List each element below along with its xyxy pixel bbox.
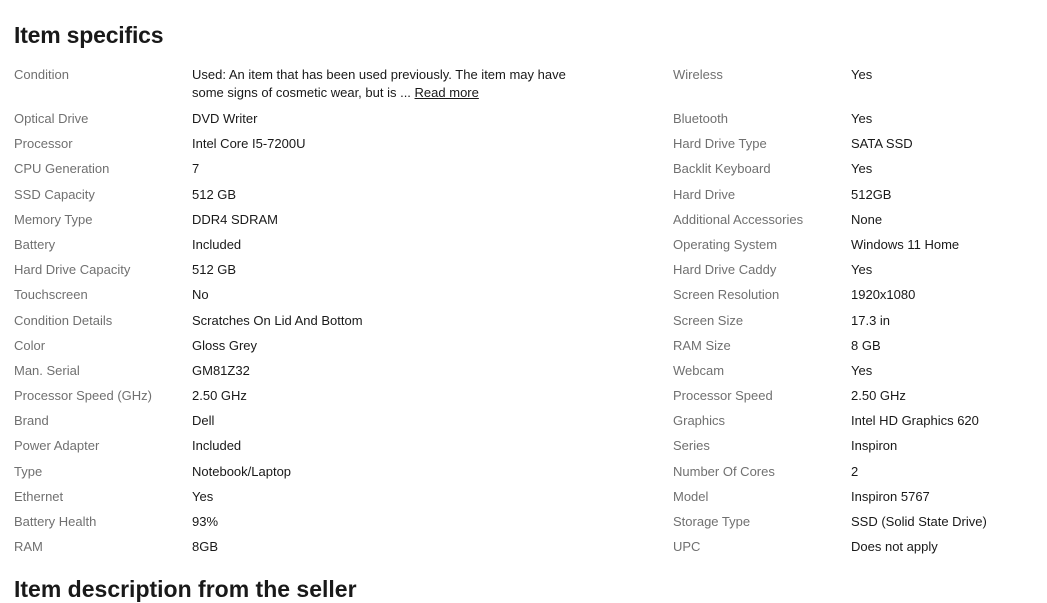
spec-value: 93% <box>192 514 219 529</box>
spec-value: 512GB <box>851 186 892 202</box>
spec-row <box>14 488 1034 513</box>
spec-value: Inspiron 5767 <box>851 488 930 504</box>
spec-row <box>14 186 1034 211</box>
spec-label: Processor <box>14 136 73 152</box>
spec-value: Inspiron <box>851 438 898 454</box>
spec-value: 17.3 in <box>851 312 891 328</box>
spec-row <box>14 312 1034 337</box>
spec-value: Yes <box>851 67 873 82</box>
spec-label: RAM Size <box>673 337 731 353</box>
spec-value: Does not apply <box>851 539 938 555</box>
spec-label: Graphics <box>673 413 726 429</box>
spec-value: Gloss Grey <box>192 337 258 353</box>
spec-row <box>14 337 1034 362</box>
spec-value: Included <box>192 438 242 454</box>
spec-value: Windows 11 Home <box>851 236 960 252</box>
spec-value: 2 <box>851 463 859 479</box>
spec-row <box>14 160 1034 185</box>
item-specifics-title: Item specifics <box>14 22 164 48</box>
spec-value: 512 GB <box>192 262 237 278</box>
spec-label: Condition Details <box>14 312 113 328</box>
item-description-title: Item description from the seller <box>14 576 357 602</box>
spec-row <box>14 362 1034 387</box>
spec-label: Additional Accessories <box>673 211 804 227</box>
spec-rows <box>14 110 1034 563</box>
spec-row <box>14 387 1034 412</box>
spec-label: Battery <box>14 236 56 252</box>
spec-value: Intel Core I5-7200U <box>192 136 306 152</box>
spec-value: Yes <box>851 362 873 378</box>
spec-label: RAM <box>14 539 43 555</box>
spec-value: Notebook/Laptop <box>192 463 292 479</box>
spec-label: Hard Drive Capacity <box>14 262 131 278</box>
spec-label: Backlit Keyboard <box>673 161 771 177</box>
spec-label: Color <box>14 337 46 353</box>
spec-label: Storage Type <box>673 514 751 529</box>
spec-label: Power Adapter <box>14 438 100 454</box>
spec-row <box>14 463 1034 488</box>
spec-value: Yes <box>192 488 214 504</box>
spec-row-condition <box>14 66 1034 110</box>
spec-label: CPU Generation <box>14 161 110 177</box>
spec-value: Yes <box>851 161 873 177</box>
spec-value: DVD Writer <box>192 111 258 126</box>
spec-label: Memory Type <box>14 211 93 227</box>
spec-label: Brand <box>14 413 49 429</box>
spec-row <box>14 286 1034 311</box>
spec-row <box>14 110 1034 135</box>
spec-label: Webcam <box>673 362 725 378</box>
spec-value: 512 GB <box>192 186 237 202</box>
spec-value: Scratches On Lid And Bottom <box>192 312 363 328</box>
spec-value: 2.50 GHz <box>851 388 906 404</box>
spec-label: Condition <box>14 67 69 82</box>
spec-value: SSD (Solid State Drive) <box>851 514 987 529</box>
spec-label: Hard Drive <box>673 186 736 202</box>
spec-value: 1920x1080 <box>851 287 916 303</box>
spec-label: SSD Capacity <box>14 186 95 202</box>
spec-row <box>14 135 1034 160</box>
spec-value: Dell <box>192 413 215 429</box>
spec-label: Screen Size <box>673 312 744 328</box>
spec-value: 8GB <box>192 539 219 555</box>
spec-label: Type <box>14 463 43 479</box>
spec-label: Hard Drive Caddy <box>673 262 777 278</box>
spec-row <box>14 412 1034 437</box>
spec-label: Optical Drive <box>14 111 89 126</box>
spec-value: 8 GB <box>851 337 881 353</box>
read-more-link[interactable]: Read more <box>414 85 479 100</box>
spec-row <box>14 538 1034 563</box>
spec-label: Touchscreen <box>14 287 88 303</box>
spec-value: Yes <box>851 262 873 278</box>
spec-label: Battery Health <box>14 514 97 529</box>
spec-label: UPC <box>673 539 701 555</box>
spec-value: Intel HD Graphics 620 <box>851 413 979 429</box>
spec-row <box>14 513 1034 538</box>
spec-value: 2.50 GHz <box>192 388 247 404</box>
condition-text: Used: An item that has been used previously. The item may have some signs of cosmetic wear, but is ... <box>192 67 566 100</box>
spec-value: 7 <box>192 161 200 177</box>
spec-label: Bluetooth <box>673 111 728 126</box>
spec-value: Yes <box>851 111 873 126</box>
spec-row <box>14 211 1034 236</box>
spec-row <box>14 437 1034 462</box>
spec-value: None <box>851 211 883 227</box>
spec-label: Series <box>673 438 710 454</box>
spec-row <box>14 236 1034 261</box>
spec-label: Processor Speed <box>673 388 773 404</box>
spec-label: Hard Drive Type <box>673 136 767 152</box>
spec-label: Man. Serial <box>14 362 80 378</box>
spec-label: Ethernet <box>14 488 64 504</box>
spec-value: GM81Z32 <box>192 362 250 378</box>
spec-label: Processor Speed (GHz) <box>14 388 152 404</box>
spec-label: Screen Resolution <box>673 287 780 303</box>
spec-value: Included <box>192 236 242 252</box>
spec-label: Wireless <box>673 67 723 82</box>
spec-value: SATA SSD <box>851 136 913 152</box>
item-specifics-table <box>14 66 1034 563</box>
spec-value-condition <box>192 66 673 102</box>
spec-label: Model <box>673 488 709 504</box>
spec-value: No <box>192 287 209 303</box>
spec-label: Number Of Cores <box>673 463 775 479</box>
spec-value: DDR4 SDRAM <box>192 211 278 227</box>
spec-row <box>14 261 1034 286</box>
spec-label: Operating System <box>673 236 778 252</box>
